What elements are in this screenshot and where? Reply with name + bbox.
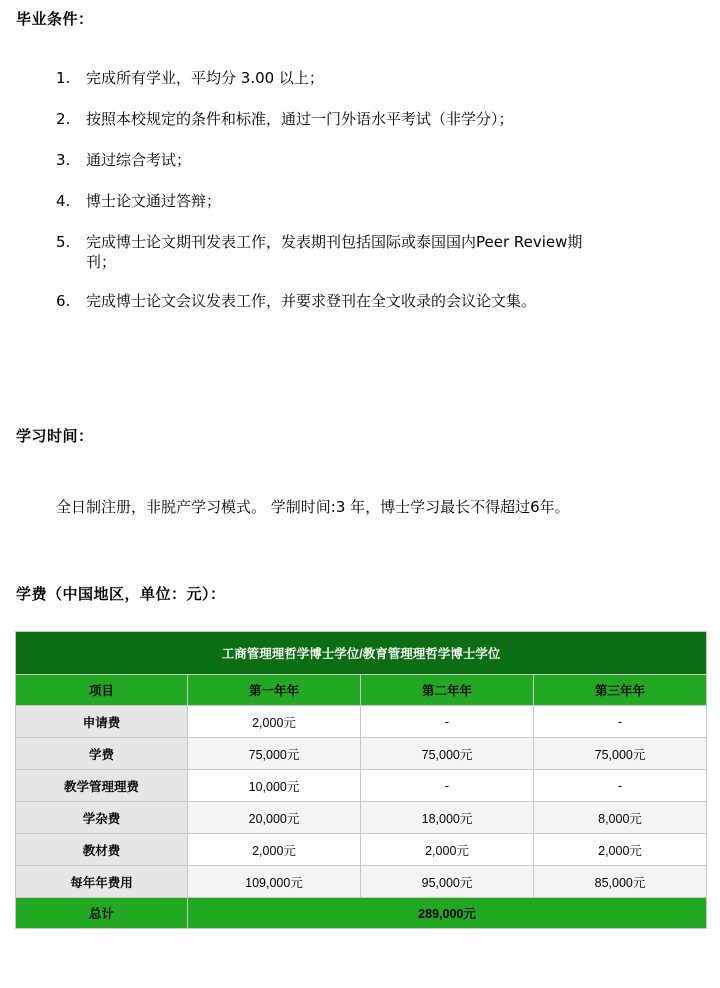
list-item-number: 6.: [56, 292, 71, 310]
row-label: 教材费: [16, 834, 188, 866]
column-header-year-1: 第一年年: [188, 675, 361, 706]
total-value: 289,000元: [188, 898, 707, 929]
table-row: [16, 738, 707, 770]
table-cell: 75,000元: [188, 738, 361, 770]
list-item-number: 4.: [56, 192, 71, 210]
row-label: 申请费: [16, 706, 188, 738]
list-item: [56, 291, 656, 311]
total-label: 总计: [16, 898, 188, 929]
tuition-heading: 学费（中国地区，单位：元）：: [16, 585, 226, 603]
table-row: [16, 802, 707, 834]
table-row: [16, 706, 707, 738]
list-item-text: 博士论文通过答辩；: [86, 192, 222, 210]
list-item-text: 完成所有学业，平均分 3.00 以上；: [86, 69, 324, 87]
table-header-row: [16, 675, 707, 706]
row-label: 学杂费: [16, 802, 188, 834]
list-item-text: 按照本校规定的条件和标准，通过一门外语水平考试（非学分）；: [86, 110, 514, 128]
column-header-item: 项目: [16, 675, 188, 706]
tuition-table: [15, 631, 707, 929]
list-item-text: 通过综合考试；: [86, 151, 192, 169]
table-cell: -: [534, 706, 707, 738]
list-item: [56, 232, 656, 272]
graduation-requirements-list: [56, 68, 656, 332]
list-item-number: 5.: [56, 233, 71, 251]
table-total-row: [16, 898, 707, 929]
list-item-number: 2.: [56, 110, 71, 128]
table-cell: 2,000元: [361, 834, 534, 866]
table-title: 工商管理理哲学博士学位/教育管理理哲学博士学位: [16, 632, 707, 675]
graduation-heading: 毕业条件：: [16, 10, 94, 28]
table-cell: 20,000元: [188, 802, 361, 834]
row-label: 每年年费用: [16, 866, 188, 898]
list-item-number: 1.: [56, 69, 71, 87]
table-cell: 8,000元: [534, 802, 707, 834]
list-item: [56, 68, 656, 88]
table-cell: 10,000元: [188, 770, 361, 802]
column-header-year-2: 第二年年: [361, 675, 534, 706]
table-cell: 2,000元: [188, 834, 361, 866]
list-item-number: 3.: [56, 151, 71, 169]
table-row: [16, 770, 707, 802]
list-item-text: 完成博士论文期刊发表工作，发表期刊包括国际或泰国国内Peer Review期刊；: [86, 233, 583, 271]
table-cell: -: [361, 770, 534, 802]
table-cell: 109,000元: [188, 866, 361, 898]
study-time-heading: 学习时间：: [16, 427, 94, 445]
table-cell: -: [361, 706, 534, 738]
list-item: [56, 191, 656, 211]
table-cell: 2,000元: [188, 706, 361, 738]
table-cell: 75,000元: [534, 738, 707, 770]
column-header-year-3: 第三年年: [534, 675, 707, 706]
table-cell: -: [534, 770, 707, 802]
row-label: 教学管理理费: [16, 770, 188, 802]
table-cell: 2,000元: [534, 834, 707, 866]
table-cell: 18,000元: [361, 802, 534, 834]
table-row: [16, 866, 707, 898]
row-label: 学费: [16, 738, 188, 770]
table-cell: 75,000元: [361, 738, 534, 770]
table-cell: 85,000元: [534, 866, 707, 898]
table-row: [16, 834, 707, 866]
table-title-row: [16, 632, 707, 675]
list-item: [56, 150, 656, 170]
table-cell: 95,000元: [361, 866, 534, 898]
study-time-text: 全日制注册，非脱产学习模式。 学制时间:3 年，博士学习最长不得超过6年。: [56, 498, 570, 516]
list-item: [56, 109, 656, 129]
list-item-text: 完成博士论文会议发表工作，并要求登刊在全文收录的会议论文集。: [86, 292, 537, 310]
